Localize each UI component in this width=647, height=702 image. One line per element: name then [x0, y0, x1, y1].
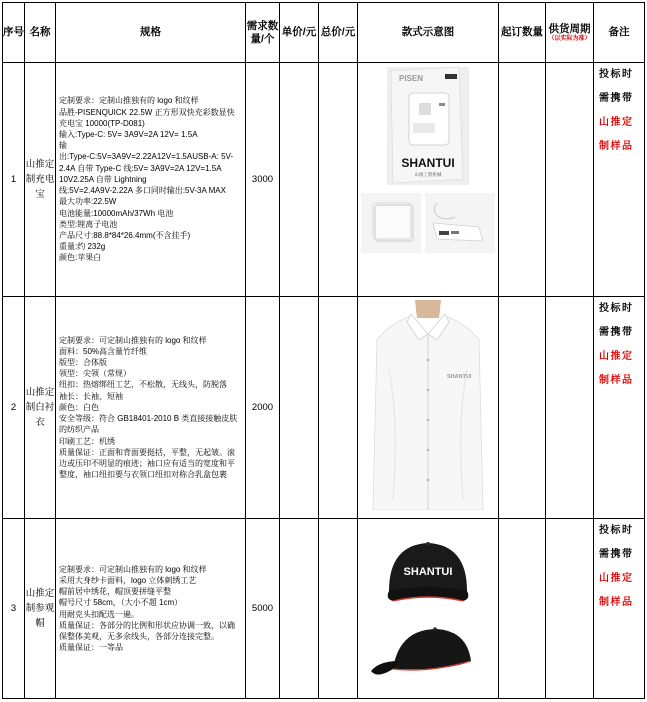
spec-line: 定制要求：可定制山推独有的 logo 和纹样 — [59, 335, 207, 345]
row-name: 山推定制白衬衣 — [25, 297, 56, 519]
spec-line: 质量保证：正面和背面要挺括，平整，无起皱。滚边或压印不明显的痕迹；袖口应有适当的宽度和平整度，袖口纽扣要与衣领口纽扣对称合乳盒包裹 — [59, 447, 235, 480]
row-name: 山推定制充电宝 — [25, 63, 56, 297]
remark-line: 需携带 — [599, 93, 634, 104]
remark-line: 投标时 — [599, 303, 634, 314]
row-qty: 2000 — [246, 297, 280, 519]
spec-line: 类型:锂离子电池 — [59, 219, 118, 229]
cap-image — [358, 519, 499, 699]
white-shirt-illustration — [359, 300, 497, 510]
row-seq: 2 — [3, 297, 25, 519]
row-spec — [56, 63, 246, 297]
cap-logo-text: SHANTUI — [403, 566, 453, 578]
spec-line: 品胜-PISENQUICK 22.5W 正方形双快充彩数显快充电宝 10000(TP-D081) — [59, 107, 235, 128]
table-row — [3, 63, 645, 297]
header-row — [3, 3, 645, 63]
power-bank-illustration — [359, 63, 497, 291]
row-unit-price — [280, 63, 319, 297]
row-seq: 3 — [3, 519, 25, 699]
row-remark — [594, 519, 645, 699]
spec-line: 纽扣：热熔绑纽工艺，不松散，无线头，防脱落 — [59, 380, 227, 390]
spec-line: 颜色：白色 — [59, 402, 99, 412]
header-seq: 序号 — [3, 3, 25, 63]
row-moq — [499, 519, 546, 699]
spec-line: 输入:Type-C: 5V= 3A9V=2A 12V= 1.5A — [59, 130, 198, 140]
spec-line: 定制要求：定制山推独有的 logo 和纹样 — [59, 96, 199, 106]
spec-line: 质量保证：各部分的比例和形状应协调一致，以确保整体美观，无多余线头，各部分连接完整。 — [59, 620, 235, 641]
header-lead-time: 供货周期 （以实际为准） — [546, 3, 594, 63]
header-moq: 起订数量 — [499, 3, 546, 63]
row-unit-price — [280, 297, 319, 519]
spec-line: 版型：合体版 — [59, 358, 107, 368]
row-total-price — [319, 519, 358, 699]
row-qty: 3000 — [246, 63, 280, 297]
shantui-chinese-logo: 山推工程机械 — [414, 172, 442, 177]
spec-line: 面料：50%高含量竹纤维 — [59, 346, 148, 356]
row-total-price — [319, 297, 358, 519]
shirt-logo-text: SHANTUI — [447, 374, 472, 380]
spec-line: 袖长：长袖、短袖 — [59, 391, 123, 401]
table-row — [3, 519, 645, 699]
procurement-table — [2, 2, 645, 699]
row-spec — [56, 297, 246, 519]
row-qty: 5000 — [246, 519, 280, 699]
remark-line: 需携带 — [599, 549, 634, 560]
header-total-price: 总价/元 — [319, 3, 358, 63]
remark-line: 需携带 — [599, 327, 634, 338]
spec-line: 用耐克头扣配选一遍。 — [59, 609, 139, 619]
spec-line: 重量:约 232g — [59, 242, 106, 252]
row-lead-time — [546, 297, 594, 519]
spec-line: 产品尺寸:88.8*84*26.4mm(不含挂手) — [59, 230, 191, 240]
row-unit-price — [280, 519, 319, 699]
black-cap-illustration — [359, 521, 497, 691]
row-name: 山推定制参观帽 — [25, 519, 56, 699]
remark-line: 制样品 — [599, 141, 634, 152]
spec-line: 安全等级：符合 GB18401-2010 B 类直接接触皮肤的纺织产品 — [59, 414, 238, 435]
header-sample: 款式示意图 — [358, 3, 499, 63]
lead-time-note: （以实际为准） — [548, 35, 591, 42]
header-spec: 规格 — [56, 3, 246, 63]
spec-line: 最大功率:22.5W — [59, 197, 117, 207]
spec-line: 采用大身纱卡面料，logo 立体刺绣工艺 — [59, 575, 197, 585]
spec-line: 电池能量:10000mAh/37Wh 电池 — [59, 208, 174, 218]
shirt-image — [358, 297, 499, 519]
spec-line: 输 — [59, 141, 67, 151]
remark-line: 投标时 — [599, 69, 634, 80]
remark-line: 投标时 — [599, 525, 634, 536]
row-moq — [499, 63, 546, 297]
table-row — [3, 297, 645, 519]
header-qty: 需求数量/个 — [246, 3, 280, 63]
spec-line: 帽号尺寸 58cm，（大小不超 1cm） — [59, 598, 183, 608]
remark-line: 山推定 — [599, 117, 634, 128]
power-bank-image — [358, 63, 499, 297]
header-unit-price: 单价/元 — [280, 3, 319, 63]
row-lead-time — [546, 63, 594, 297]
row-remark — [594, 297, 645, 519]
spec-line: 线:5V=2.4A9V-2.22A 多口同时输出:5V-3A MAX — [59, 186, 226, 196]
pisen-brand-text: PISEN — [399, 74, 424, 83]
remark-line: 山推定 — [599, 573, 634, 584]
header-name: 名称 — [25, 3, 56, 63]
row-moq — [499, 297, 546, 519]
spec-line: 质量保证：一等品 — [59, 643, 123, 653]
spec-line: 定制要求：可定制山推独有的 logo 和纹样 — [59, 564, 207, 574]
row-seq: 1 — [3, 63, 25, 297]
shantui-logo-text: SHANTUI — [401, 156, 455, 170]
row-spec — [56, 519, 246, 699]
remark-line: 制样品 — [599, 375, 634, 386]
row-lead-time — [546, 519, 594, 699]
spec-line: 领型：尖领（常规） — [59, 369, 131, 379]
row-total-price — [319, 63, 358, 297]
spec-line: 出:Type-C:5V=3A9V=2.22A12V=1.5AUSB-A: 5V-2.4A 自带 Type-C 线:5V= 3A9V=2A 12V=1.5A 10V2.25A 自带 Lightning — [59, 152, 234, 184]
remark-line: 山推定 — [599, 351, 634, 362]
remark-line: 制样品 — [599, 597, 634, 608]
spec-line: 帽前居中绣花，帽顶要拼缝平整 — [59, 587, 171, 597]
spec-line: 颜色:苹果白 — [59, 253, 102, 263]
header-remark: 备注 — [594, 3, 645, 63]
row-remark — [594, 63, 645, 297]
spec-line: 印刷工艺：机绣 — [59, 436, 115, 446]
